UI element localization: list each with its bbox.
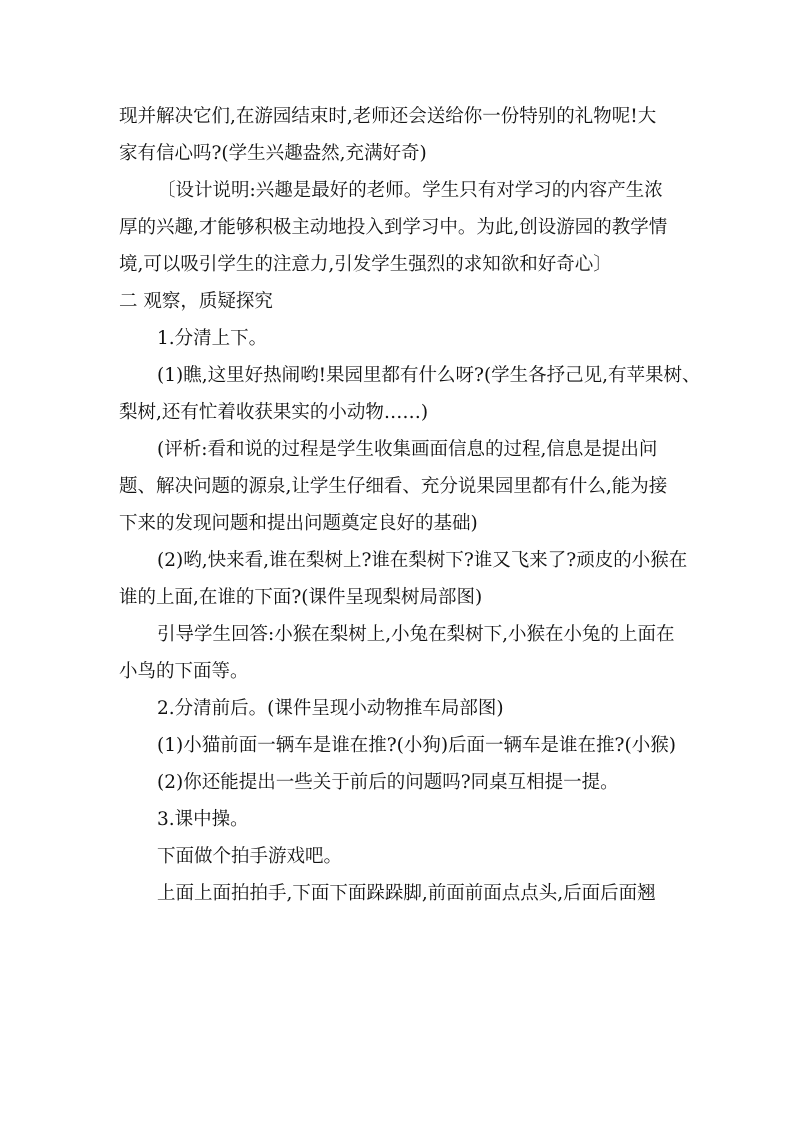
subsection-heading: 1.分清上下。: [157, 328, 268, 349]
paragraph-line: 引导学生回答:小猴在梨树上,小兔在梨树下,小猴在小兔的上面在: [157, 624, 675, 645]
paragraph-line: 梨树,还有忙着收获果实的小动物……): [119, 402, 429, 423]
paragraph-line: (2)哟,快来看,谁在梨树上?谁在梨树下?谁又飞来了?顽皮的小猴在: [157, 550, 688, 571]
commentary-line: (评析:看和说的过程是学生收集画面信息的过程,信息是提出问: [157, 439, 658, 460]
design-note-line: 厚的兴趣,才能够积极主动地投入到学习中。为此,创设游园的教学情: [119, 217, 668, 238]
paragraph-line: 谁的上面,在谁的下面?(课件呈现梨树局部图): [119, 587, 483, 608]
section-heading: 二 观察，质疑探究: [119, 291, 273, 312]
paragraph-line: 上面上面拍拍手,下面下面跺跺脚,前面前面点点头,后面后面翘: [157, 883, 656, 904]
document-body: [119, 98, 701, 912]
paragraph-line: 家有信心吗?(学生兴趣盎然,充满好奇): [119, 143, 427, 164]
commentary-line: 下来的发现问题和提出问题奠定良好的基础): [119, 513, 478, 534]
paragraph-line: 小鸟的下面等。: [119, 661, 249, 682]
design-note-line: 境,可以吸引学生的注意力,引发学生强烈的求知欲和好奇心〕: [119, 254, 612, 275]
design-note-line: 〔设计说明:兴趣是最好的老师。学生只有对学习的内容产生浓: [157, 180, 663, 201]
subsection-heading: 3.课中操。: [157, 809, 249, 830]
paragraph-line: (1)瞧,这里好热闹哟!果园里都有什么呀?(学生各抒己见,有苹果树、: [157, 365, 701, 386]
paragraph-line: (1)小猫前面一辆车是谁在推?(小狗)后面一辆车是谁在推?(小猴): [157, 735, 676, 756]
paragraph-line: 下面做个拍手游戏吧。: [157, 846, 343, 867]
subsection-heading: 2.分清前后。(课件呈现小动物推车局部图): [157, 698, 504, 719]
commentary-line: 题、解决问题的源泉,让学生仔细看、充分说果园里都有什么,能为接: [119, 476, 668, 497]
paragraph-line: 现并解决它们,在游园结束时,老师还会送给你一份特别的礼物呢!大: [119, 106, 657, 127]
paragraph-line: (2)你还能提出一些关于前后的问题吗?同桌互相提一提。: [157, 772, 619, 793]
